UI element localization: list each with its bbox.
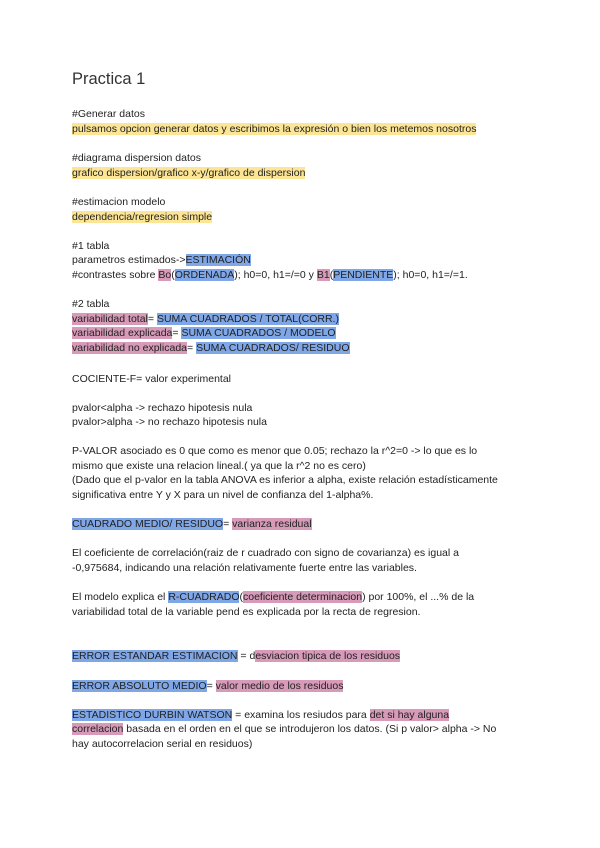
highlighted-text: pulsamos opcion generar datos y escribimos la expresión o bien los metemos nosotros (72, 123, 477, 135)
text-line (72, 210, 212, 225)
text-line (72, 415, 267, 430)
text-segment: #1 tabla (72, 240, 110, 252)
text-line (72, 253, 251, 268)
highlighted-text: ERROR ESTANDAR ESTIMACION (72, 650, 238, 662)
highlighted-text: variabilidad explicada (72, 327, 173, 339)
text-segment: COCIENTE-F= valor experimental (72, 373, 232, 385)
text-line (72, 151, 201, 166)
text-line (72, 268, 468, 283)
text-line (72, 722, 496, 737)
text-segment: (Dado que el p-valor en la tabla ANOVA es inferior a alpha, existe relación estadísticamente (72, 474, 498, 486)
highlighted-text: grafico dispersion/grafico x-y/grafico de dispersion (72, 167, 306, 179)
text-segment: ); h0=0, h1=/=1. (393, 269, 468, 281)
text-segment: variabilidad total de la variable pend es explicada por la recta de regresion. (72, 606, 421, 618)
text-line (72, 195, 165, 210)
text-segment: ) por 100%, el ...% de la (362, 591, 475, 603)
highlighted-text: R-CUADRADO (168, 591, 240, 603)
highlighted-text: dependencia/regresion simple (72, 211, 213, 223)
text-segment: #Generar datos (72, 108, 145, 120)
text-segment: #2 tabla (72, 298, 110, 310)
text-line (72, 312, 339, 327)
text-segment: El modelo explica el (72, 591, 169, 603)
text-line (72, 444, 477, 459)
text-segment: = (223, 518, 233, 530)
highlighted-text: coeficiente determinacion (242, 591, 363, 603)
text-segment: = (187, 342, 197, 354)
text-line (72, 401, 252, 416)
text-line (72, 473, 498, 488)
text-line (72, 341, 350, 356)
text-line (72, 166, 305, 181)
highlighted-text: SUMA CUADRADOS / TOTAL(CORR.) (156, 313, 339, 325)
text-segment: El coeficiente de correlación(raiz de r cuadrado con signo de covarianza) es igual a (72, 547, 459, 559)
text-segment: hay autocorrelacion serial en residuos) (72, 738, 253, 750)
highlighted-text: SUMA CUADRADOS / MODELO (181, 327, 336, 339)
text-line (72, 605, 420, 620)
highlighted-text: SUMA CUADRADOS/ RESIDUO (196, 342, 350, 354)
text-line (72, 517, 312, 532)
text-segment: = examina los resiudos para (232, 709, 370, 721)
text-line (72, 649, 400, 664)
text-line (72, 297, 109, 312)
text-line (72, 737, 252, 752)
highlighted-text: ORDENADA (174, 269, 235, 281)
text-segment: mismo que existe una relacion lineal.( ya que la r^2 no es cero) (72, 460, 366, 472)
text-segment: pvalor>alpha -> no rechazo hipotesis nula (72, 416, 267, 428)
text-line (72, 239, 109, 254)
text-segment: ); h0=0, h1=/=0 y (234, 269, 317, 281)
highlighted-text: ESTIMACIÓN (185, 254, 251, 266)
text-segment: parametros estimados-> (72, 254, 186, 266)
text-segment: ( (171, 269, 175, 281)
highlighted-text: ERROR ABSOLUTO MEDIO (72, 680, 207, 692)
highlighted-text: correlacion (72, 723, 124, 735)
text-segment: = (172, 327, 182, 339)
text-segment: -0,975684, indicando una relación relativamente fuerte entre las variables. (72, 562, 417, 574)
highlighted-text: variabilidad total (72, 313, 148, 325)
highlighted-text: variabilidad no explicada (72, 342, 187, 354)
text-segment: basada en el orden en el que se introdujeron los datos. (Si p valor> alpha -> No (123, 723, 497, 735)
highlighted-text: ESTADISTICO DURBIN WATSON (72, 709, 233, 721)
text-line (72, 122, 476, 137)
text-segment: pvalor<alpha -> rechazo hipotesis nula (72, 402, 253, 414)
text-segment: #diagrama dispersion datos (72, 152, 201, 164)
text-segment: = (147, 313, 157, 325)
text-line (72, 326, 336, 341)
text-line (72, 372, 231, 387)
text-line (72, 488, 373, 503)
highlighted-text: Bo (158, 269, 172, 281)
text-line (72, 561, 417, 576)
highlighted-text: esviacion tipica de los residuos (255, 650, 401, 662)
text-segment: #contrastes sobre (72, 269, 159, 281)
text-segment: ( (329, 269, 334, 281)
text-line (72, 708, 449, 723)
highlighted-text: CUADRADO MEDIO/ RESIDUO (72, 518, 224, 530)
text-segment: #estimacion modelo (72, 196, 166, 208)
text-line (72, 107, 145, 122)
text-line (72, 546, 459, 561)
text-segment: = (206, 680, 216, 692)
highlighted-text: det si hay alguna (369, 709, 450, 721)
highlighted-text: valor medio de los residuos (215, 680, 344, 692)
page-title: Practica 1 (72, 70, 146, 88)
text-line (72, 590, 474, 605)
highlighted-text: varianza residual (232, 518, 312, 530)
text-segment: = d (237, 650, 256, 662)
text-segment: P-VALOR asociado es 0 que como es menor que 0.05; rechazo la r^2=0 -> lo que es lo (72, 445, 478, 457)
highlighted-text: PENDIENTE (333, 269, 394, 281)
text-line (72, 459, 366, 474)
text-segment: ( (239, 591, 243, 603)
highlighted-text: B1 (316, 269, 330, 281)
text-segment: significativa entre Y y X para un nivel de confianza del 1-alpha%. (72, 489, 374, 501)
text-line (72, 679, 343, 694)
